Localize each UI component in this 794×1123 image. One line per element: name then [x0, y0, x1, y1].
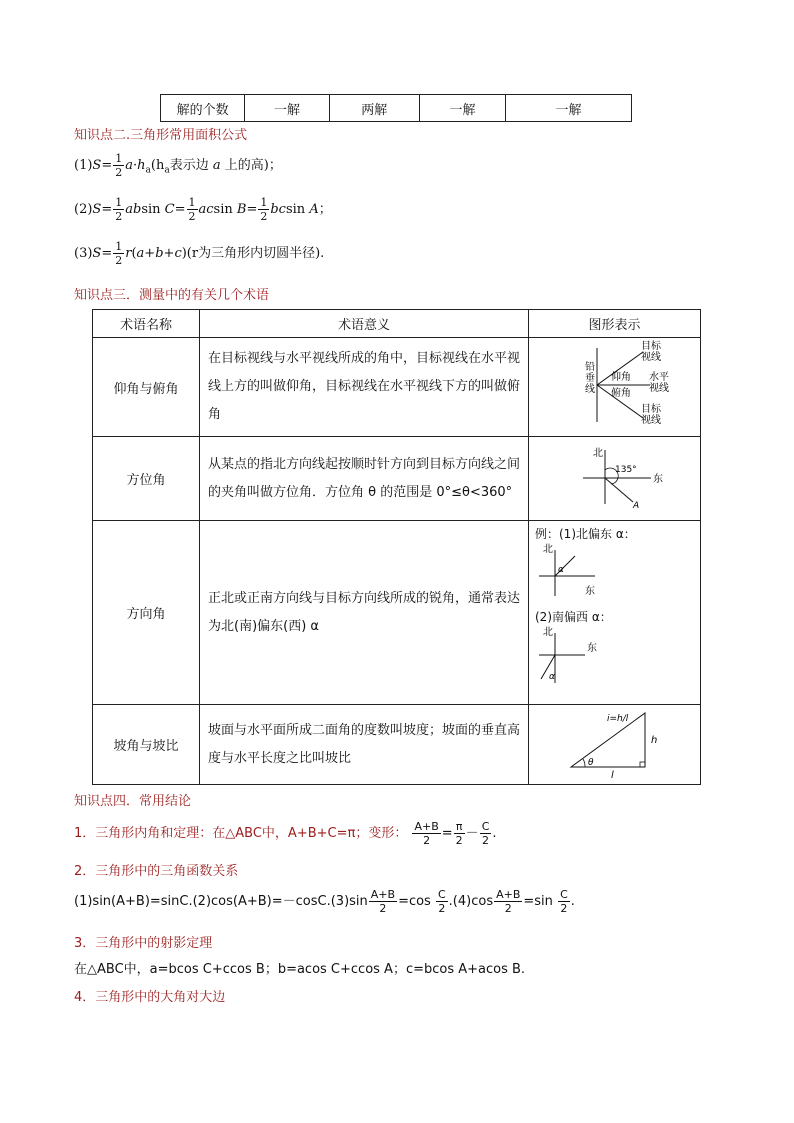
fraction: $\frac{1}{2}$: [115, 152, 123, 179]
section-title: 知识点三．测量中的有关几个术语: [74, 288, 270, 303]
table-row: [93, 437, 701, 521]
solutions-cell: 一解: [419, 95, 505, 122]
depression-label: 俯角: [610, 388, 631, 399]
formula-text: =cos: [398, 894, 431, 909]
term-name: 方位角: [93, 437, 200, 521]
point-label: A: [632, 500, 639, 511]
formula-text: 上的高)；: [224, 158, 282, 173]
area-formula-3: (3)S= $\frac{1}{2}$ r(a+b+c)(r为三角形内切圆半径).: [74, 240, 325, 267]
ratio-label: i=h/l: [606, 713, 628, 724]
column-header: 术语名称: [93, 310, 200, 338]
term-name: 坡角与坡比: [93, 705, 200, 785]
table-row: [161, 95, 632, 122]
theta-label: θ: [587, 757, 594, 768]
alpha-label: α: [558, 565, 564, 575]
conclusion-3-formula: 在△ABC中，a=bcos C+ccos B；b=acos C+ccos A；c=bcos A+acos B.: [74, 962, 526, 977]
target-down-label: 目标视线: [640, 404, 661, 426]
target-up-label: 目标视线: [640, 341, 661, 363]
area-formula-2: (2)S= $\frac{1}{2}$ absin C= $\frac{1}{2}$ acsin B= $\frac{1}{2}$ bcsin A；: [74, 196, 332, 223]
solutions-label: 解的个数: [161, 95, 245, 122]
conclusion-2-title: 2．三角形中的三角函数关系: [74, 864, 239, 879]
term-meaning: 从某点的指北方向线起按顺时针方向到目标方向线之间的夹角叫做方位角．方位角 θ 的范围是 0°≤θ<360°: [200, 437, 529, 521]
column-header: 术语意义: [200, 310, 529, 338]
height-label: h: [650, 734, 657, 746]
solutions-cell: 一解: [506, 95, 632, 122]
formula-text: (1)sin(A+B)=sinC.(2)cos(A+B)=－cosC.(3)sin: [74, 894, 368, 909]
section-title: 知识点二.三角形常用面积公式: [74, 128, 248, 143]
column-header: 图形表示: [529, 310, 701, 338]
solutions-cell: 两解: [329, 95, 419, 122]
term-meaning: 坡面与水平面所成二面角的度数叫坡度；坡面的垂直高度与水平长度之比叫坡比: [200, 705, 529, 785]
term-meaning: 在目标视线与水平视线所成的角中，目标视线在水平视线上方的叫做仰角，目标视线在水平视线下方的叫做俯角: [200, 338, 529, 437]
azimuth-diagram: [555, 442, 675, 512]
figure-direction: [529, 521, 701, 705]
elevation-depression-diagram: [555, 340, 675, 430]
conclusion-2-formula: (1)sin(A+B)=sinC.(2)cos(A+B)=－cosC.(3)sin $\frac{A+B}{2}$ =cos $\frac{C}{2}$ .(4)cos $\frac{A+B}{2}$ =sin $\frac{C}{2}$ .: [74, 888, 575, 915]
east-label: 东: [652, 473, 663, 485]
alpha-label: α: [549, 672, 555, 682]
item-text: 1．三角形内角和定理：在△ABC中，A+B+C=π；变形：: [74, 826, 408, 841]
table-row: [93, 521, 701, 705]
northeast-diagram: [535, 542, 635, 598]
area-formula-1: (1)S= $\frac{1}{2}$ $a\cdot h_a(h_a$表示边 a 上的高)；: [74, 152, 282, 179]
conclusion-4-title: 4．三角形中的大角对大边: [74, 990, 226, 1005]
slope-diagram: [555, 707, 675, 779]
east-label: 东: [585, 586, 595, 597]
formula-text: (h: [150, 158, 165, 173]
section-title: 知识点四．常用结论: [74, 794, 192, 809]
table-row: [93, 705, 701, 785]
formula-text: =sin: [523, 894, 553, 909]
terms-table: [92, 309, 701, 785]
term-name: 仰角与俯角: [93, 338, 200, 437]
elevation-label: 仰角: [610, 372, 631, 383]
formula-text: .(4)cos: [448, 894, 494, 909]
length-label: l: [610, 769, 614, 779]
conclusion-3-title: 3．三角形中的射影定理: [74, 936, 213, 951]
figure-azimuth: [529, 437, 701, 521]
formula-prefix: (3): [74, 246, 93, 261]
table-header-row: [93, 310, 701, 338]
figure-slope: [529, 705, 701, 785]
figure-elevation: [529, 338, 701, 437]
north-label: 北: [543, 627, 553, 638]
east-label: 东: [587, 643, 597, 654]
formula-prefix: (1): [74, 158, 93, 173]
southwest-diagram: [535, 625, 635, 685]
term-meaning: 正北或正南方向线与目标方向线所成的锐角，通常表达为北(南)偏东(西) α: [200, 521, 529, 705]
angle-label: 135°: [614, 464, 637, 475]
table-row: [93, 338, 701, 437]
term-name: 方向角: [93, 521, 200, 705]
plumb-label: 铅垂线: [584, 362, 595, 395]
formula-prefix: (2): [74, 202, 93, 217]
example1-label: 例：(1)北偏东 α：: [535, 527, 636, 541]
solutions-table: [160, 94, 632, 122]
formula-text: (r为三角形内切圆半径).: [186, 246, 325, 261]
solutions-cell: 一解: [245, 95, 329, 122]
example2-label: (2)南偏西 α：: [535, 610, 612, 624]
north-label: 北: [543, 544, 553, 555]
formula-text: 表示边: [169, 158, 209, 173]
fraction: $\frac{A+B}{2}$: [414, 820, 439, 847]
horizontal-label: 水平视线: [648, 372, 669, 394]
conclusion-1: 1．三角形内角和定理：在△ABC中，A+B+C=π；变形： $\frac{A+B}{2}$ = $\frac{\pi}{2}$ － $\frac{C}{2}$ .: [74, 820, 497, 847]
north-label: 北: [592, 447, 603, 459]
